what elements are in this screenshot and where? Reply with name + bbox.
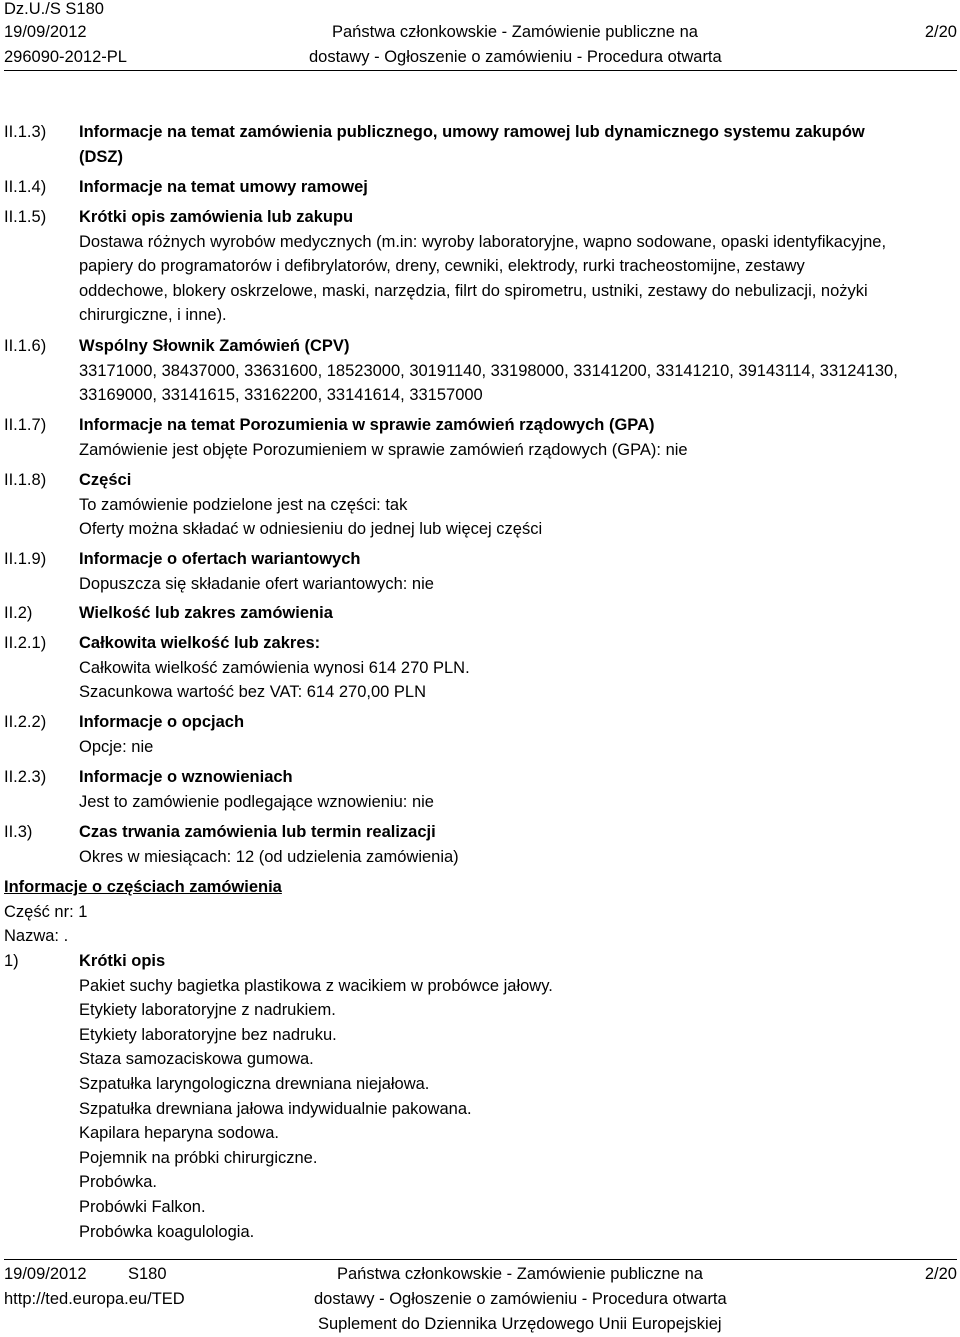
product-line: Probówki Falkon. <box>79 1197 206 1216</box>
section-title: Części <box>79 471 132 489</box>
section-text: Szacunkowa wartość bez VAT: 614 270,00 PLN <box>79 683 426 702</box>
section-number: II.3) <box>4 823 33 841</box>
section-number: II.1.7) <box>4 416 47 434</box>
product-line: Pojemnik na próbki chirurgiczne. <box>79 1148 318 1167</box>
product-line: Szpatułka drewniana jałowa indywidualnie pakowana. <box>79 1099 472 1118</box>
cpv-codes-line: 33169000, 33141615, 33162200, 33141614, 33157000 <box>79 386 483 405</box>
header-date: 19/09/2012 <box>4 23 87 41</box>
section-ii-1-9 <box>4 547 957 596</box>
footer-url-link[interactable]: http://ted.europa.eu/TED <box>4 1290 185 1308</box>
section-ii-1-5 <box>4 205 957 328</box>
footer-divider <box>4 1259 957 1260</box>
section-title-line2: (DSZ) <box>79 147 123 166</box>
section-ii-2-1 <box>4 631 957 705</box>
product-line: Etykiety laboratoryjne z nadrukiem. <box>79 1001 336 1020</box>
section-ii-1-6 <box>4 334 957 408</box>
cpv-codes-line: 33171000, 38437000, 33631600, 18523000, 30191140, 33198000, 33141200, 33141210, 39143114, 33124130, <box>79 361 898 380</box>
section-number: II.1.8) <box>4 471 47 489</box>
description-line: chirurgiczne, i inne). <box>79 306 227 325</box>
section-title: Krótki opis zamówienia lub zakupu <box>79 208 354 226</box>
section-ii-3 <box>4 820 957 869</box>
section-title: Czas trwania zamówienia lub termin realizacji <box>79 823 436 841</box>
section-text: Opcje: nie <box>79 737 154 756</box>
section-number: II.1.9) <box>4 550 47 568</box>
section-ii-1-4 <box>4 175 957 200</box>
section-ii-1-7 <box>4 413 957 462</box>
section-number: II.1.6) <box>4 337 47 355</box>
section-number: II.1.3) <box>4 123 47 141</box>
item-number: 1) <box>4 952 19 970</box>
section-title: Całkowita wielkość lub zakres: <box>79 634 321 652</box>
section-title-line1: Informacje na temat zamówienia publicznego, umowy ramowej lub dynamicznego systemu zakupów <box>79 123 865 141</box>
section-text: Okres w miesiącach: 12 (od udzielenia zamówienia) <box>79 847 459 866</box>
section-number: II.2.2) <box>4 713 47 731</box>
section-ii-2 <box>4 601 957 626</box>
section-title: Wspólny Słownik Zamówień (CPV) <box>79 337 350 355</box>
section-title: Wielkość lub zakres zamówienia <box>79 604 333 622</box>
footer-title-line3: Suplement do Dziennika Urzędowego Unii Europejskiej <box>318 1315 722 1333</box>
section-text: Oferty można składać w odniesieniu do jednej lub więcej części <box>79 520 543 539</box>
section-text: To zamówienie podzielone jest na części: tak <box>79 495 408 514</box>
product-line: Probówka. <box>79 1173 157 1192</box>
product-line: Etykiety laboratoryjne bez nadruku. <box>79 1025 337 1044</box>
footer-page-number: 2/20 <box>924 1265 957 1283</box>
item-title: Krótki opis <box>79 952 166 970</box>
section-ii-2-2 <box>4 710 957 759</box>
section-title: Informacje na temat umowy ramowej <box>79 178 368 196</box>
product-line: Probówka koagulologia. <box>79 1222 255 1241</box>
header-divider <box>4 70 957 71</box>
section-title: Informacje o wznowieniach <box>79 768 293 786</box>
description-line: Dostawa różnych wyrobów medycznych (m.in: wyroby laboratoryjne, wapno sodowane, opaski identyfikacyjne, <box>79 232 887 251</box>
footer-title-line1: Państwa członkowskie - Zamówienie publiczne na <box>337 1265 703 1283</box>
section-number: II.2.3) <box>4 768 47 786</box>
section-number: II.2) <box>4 604 33 622</box>
section-number: II.2.1) <box>4 634 47 652</box>
part-name: Nazwa: . <box>4 927 69 946</box>
section-text: Całkowita wielkość zamówienia wynosi 614 270 PLN. <box>79 658 470 677</box>
footer-date: 19/09/2012 <box>4 1265 87 1283</box>
description-line: oddechowe, blokery oskrzelowe, maski, narzędzia, filrt do spirometru, ustniki, zestawy do nebulizacji, nożyki <box>79 281 868 300</box>
parts-info <box>4 875 957 949</box>
section-text: Zamówienie jest objęte Porozumieniem w sprawie zamówień rządowych (GPA): nie <box>79 440 688 459</box>
header-page-number: 2/20 <box>924 23 957 41</box>
page-header <box>4 0 957 70</box>
notice-id: 296090-2012-PL <box>4 48 127 66</box>
section-ii-1-8 <box>4 468 957 542</box>
section-ii-1-3 <box>4 120 957 169</box>
description-line: papiery do programatorów i defibrylatorów, dreny, cewniki, elektrody, rurki tracheostomijne, zestawy <box>79 257 805 276</box>
footer-issue: S180 <box>128 1265 167 1283</box>
section-ii-2-3 <box>4 765 957 814</box>
product-line: Kapilara heparyna sodowa. <box>79 1124 279 1143</box>
product-line: Staza samozaciskowa gumowa. <box>79 1050 314 1069</box>
section-title: Informacje o opcjach <box>79 713 245 731</box>
product-line: Pakiet suchy bagietka plastikowa z wacikiem w probówce jałowy. <box>79 976 553 995</box>
footer-title-line2: dostawy - Ogłoszenie o zamówieniu - Procedura otwarta <box>314 1290 727 1308</box>
part-short-description <box>4 949 957 1244</box>
section-text: Jest to zamówienie podlegające wznowieniu: nie <box>79 792 434 811</box>
section-number: II.1.4) <box>4 178 47 196</box>
product-line: Szpatułka laryngologiczna drewniana niejałowa. <box>79 1074 430 1093</box>
part-number: Część nr: 1 <box>4 902 88 921</box>
section-title: Informacje na temat Porozumienia w sprawie zamówień rządowych (GPA) <box>79 416 655 434</box>
journal-ref: Dz.U./S S180 <box>4 0 104 18</box>
section-title: Informacje o ofertach wariantowych <box>79 550 361 568</box>
header-title-line2: dostawy - Ogłoszenie o zamówieniu - Procedura otwarta <box>309 48 722 66</box>
page-footer <box>4 1262 957 1334</box>
section-text: Dopuszcza się składanie ofert wariantowych: nie <box>79 574 434 593</box>
section-number: II.1.5) <box>4 208 47 226</box>
parts-heading: Informacje o częściach zamówienia <box>4 878 282 896</box>
header-title-line1: Państwa członkowskie - Zamówienie publiczne na <box>332 23 698 41</box>
